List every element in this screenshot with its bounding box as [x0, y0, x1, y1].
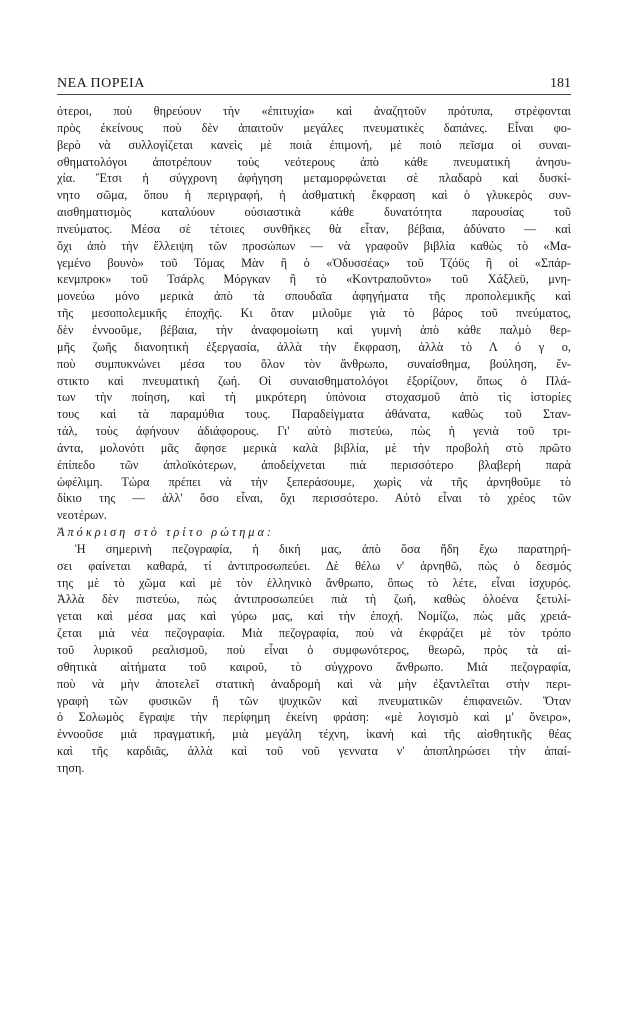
text-line: Ἡ σημερινὴ πεζογραφία, ἡ δική μας, ἀπὸ ὅσα ἤδη ἔχω παρατηρή- [75, 541, 571, 556]
text-line: νεοτέρων. [57, 508, 107, 523]
text-line: γραφὴ τῶν φυσικῶν ἢ τῶν ψυχικῶν καὶ πνευματικῶν ἐπιφανειῶν. Ὅταν [57, 693, 571, 708]
text-line: χία. Ἔτσι ἡ σύγχρονη ἀφήγηση μεταμορφώνεται σὲ πλαδαρὸ καὶ δυσκί- [57, 171, 571, 186]
text-line: σει φαίνεται καθαρά, τί ἀντιπροσωπεύει. Δὲ θέλω ν' ἀρνηθῶ, πὼς ὁ δεσμός [57, 558, 571, 573]
text-line: ποὺ συμπυκνώνει μέσα του ὅλον τὸν ἄνθρωπο, συναίσθημα, βούληση, ἔν- [57, 356, 571, 371]
text-line: γεται καὶ μέσα μας καὶ γύρω μας, καὶ τὴν ἐποχή. Νομίζω, πὼς μᾶς χρειά- [57, 609, 571, 624]
text-line: ἐπίπεδο τῶν ἀπλοϊκότερων, ἀποδείχνεται πιὰ περισσότερο βλαβερὴ παρὰ [57, 457, 571, 472]
text-line: σθηματολόγοι ἀποτρέπουν τοὺς νεότερους ἀπὸ κάθε πνευματικὴ ἀνησυ- [57, 154, 571, 169]
text-line: τῆς μεσοπολεμικῆς ἐποχῆς. Κι ὅταν μιλοῦμε γιὰ τὸ βάρος τοῦ πνεύματος, [57, 306, 571, 321]
text-line: καὶ τῆς καρδιᾶς, ἀλλὰ καὶ τοῦ νοῦ γεννατα ν' ἀποπληρώσει τὴν ἀπαί- [57, 744, 571, 759]
text-line: τάλ, τοὺς ἀφήνουν ἀδιάφορους. Γι' αὐτὸ πιστεύω, πὼς ἡ γενιὰ τοῦ τρι- [57, 424, 571, 439]
text-line: ποὺ νὰ μὴν ἀποτελεῖ στατικὴ ἀναδρομὴ καὶ νὰ μὴν ἐξαντλεῖται στὴν περι- [57, 676, 571, 691]
text-line: βερὸ νὰ συλλογίζεται κανεὶς μὲ ποιὰ ἐπιμονή, μὲ ποιὸ πεῖσμα οἱ συναι- [57, 137, 571, 152]
text-line: ότεροι, ποὺ θηρεύουν τὴν «ἐπιτυχία» καὶ ἀναζητοῦν πρότυπα, στρέφονται [57, 104, 571, 118]
page-header [57, 76, 571, 95]
text-line: Ἀλλὰ δὲν πιστεύω, πὼς ἀντιπροσωπεύει πιὰ τὴ ζωή, καθὼς ὁλοένα ξετυλί- [57, 592, 571, 607]
text-line: των τὴν ποίηση, καὶ τὴ μικρότερη ὑπόνοια στοχασμοῦ ἀπὸ τὶς ἱστορίες [57, 390, 571, 405]
text-line: πρὸς ἐκείνους ποὺ δὲν ἀπαιτοῦν μεγάλες πνευματικὲς δαπάνες. Εἶναι φο- [57, 120, 571, 135]
body-text [57, 103, 571, 777]
text-line: νητο σῶμα, ὅπου ἡ περιγραφή, ἡ ἀσθματικὴ ἔκφραση καὶ ὁ γλυκερὸς συν- [57, 188, 571, 203]
text-line: κενμπροκ» τοῦ Τσάρλς Μόργκαν ἢ τὸ «Κοντραποῦντο» τοῦ Χάξλεϋ, μνη- [57, 272, 571, 287]
page-number: 181 [550, 76, 571, 91]
text-line: της μὲ τὸ χῶμα καὶ μὲ τὸν ἑλληνικὸ ἄνθρωπο, ὅπως τὸ λέτε, εἶναι ἰσχυρός. [57, 575, 571, 590]
text-line: ὁ Σολωμὸς ἔγραψε τὴν περίφημη ἐκείνη φράση: «μὲ λογισμὸ καὶ μ' ὄνειρο», [57, 710, 571, 725]
text-line: μονεύω μόνο μερικὰ ἀπὸ τὰ σπουδαῖα ἀφηγήματα τῆς προπολεμικῆς καὶ [57, 289, 571, 304]
text-line: άντα, μολονότι μᾶς ἄφησε μερικὰ καλὰ βιβλία, μὲ τὴν προβολὴ στὸ πρῶτο [57, 440, 571, 455]
text-line: ὄχι ἀπὸ τὴν ἔλλειψη τῶν προσώπων — νὰ γραφοῦν βιβλία καθὼς τὸ «Μα- [57, 238, 571, 253]
text-line: πνεύματος. Μέσα σὲ τέτοιες συνθῆκες θὰ εἶταν, βέβαια, ἀδύνατο — καὶ [57, 221, 571, 236]
text-line: αισθηματισμὸς καταλύουν οὐσιαστικὰ κάθε δυνατότητα παρουσίας τοῦ [57, 205, 571, 220]
text-line: γεμένο βουνὸ» τοῦ Τόμας Μὰν ἢ ὁ «Ὀδυσσέας» τοῦ Τζόϋς ἢ οἱ «Σπάρ- [57, 255, 571, 270]
text-line: δὲν ἐννοοῦμε, βέβαια, τὴν ἀναφομοίωτη καὶ γυμνὴ ἀπὸ κάθε παλμὸ θερ- [57, 322, 571, 337]
text-line: ζεται μιὰ νέα πεζογραφία. Μιὰ πεζογραφία, ποὺ νὰ ἐκφράζει μὲ τὸν τρόπο [57, 626, 571, 641]
text-line: στικτο καὶ πνευματικὴ ζωή. Οἱ συναισθηματολόγοι ἐξορίζουν, ὅπως ὁ Πλά- [57, 373, 571, 388]
text-line: τηση. [57, 760, 85, 775]
text-line: τοῦ λυρικοῦ ρεαλισμοῦ, ποὺ εἶναι ὁ συμφωνότερος, θεωρῶ, πρὸς τὰ αἰ- [57, 643, 571, 657]
section-heading: Ἀπόκριση στὸ τρίτο ρώτημα: [57, 525, 275, 540]
text-line: σθητικὰ αἰτήματα τοῦ καιροῦ, τὸ σύγχρονο ἄνθρωπο. Μιὰ πεζογραφία, [57, 659, 571, 674]
text-line: ὠφέλιμη. Τώρα πρέπει νὰ τὴν ξεπεράσουμε, χωρὶς νὰ τῆς ἀρνηθοῦμε τὸ [57, 474, 571, 489]
text-line: μῆς ζωῆς διανοητικὴ ἐξεργασία, ἀλλὰ τὴν ἔκφραση, ἀλλὰ τὸ Λ ό γ ο, [57, 339, 571, 354]
text-line: δίκιο της — ἀλλ' ὅσο εἶναι, ὄχι περισσότερο. Αὐτὸ εἶναι τὸ χρέος τῶν [57, 491, 571, 506]
running-title: ΝΕΑ ΠΟΡΕΙΑ [57, 76, 145, 91]
text-line: ἐννοοῦσε μιὰ πραγματική, μιὰ μεγάλη τέχνη, ἱκανὴ καὶ τῆς αἰσθητικῆς θέας [57, 727, 571, 742]
text-line: τους καὶ τὰ παραμύθια τους. Παραδείγματα ἀθάνατα, καθὼς τοῦ Σταν- [57, 407, 571, 422]
